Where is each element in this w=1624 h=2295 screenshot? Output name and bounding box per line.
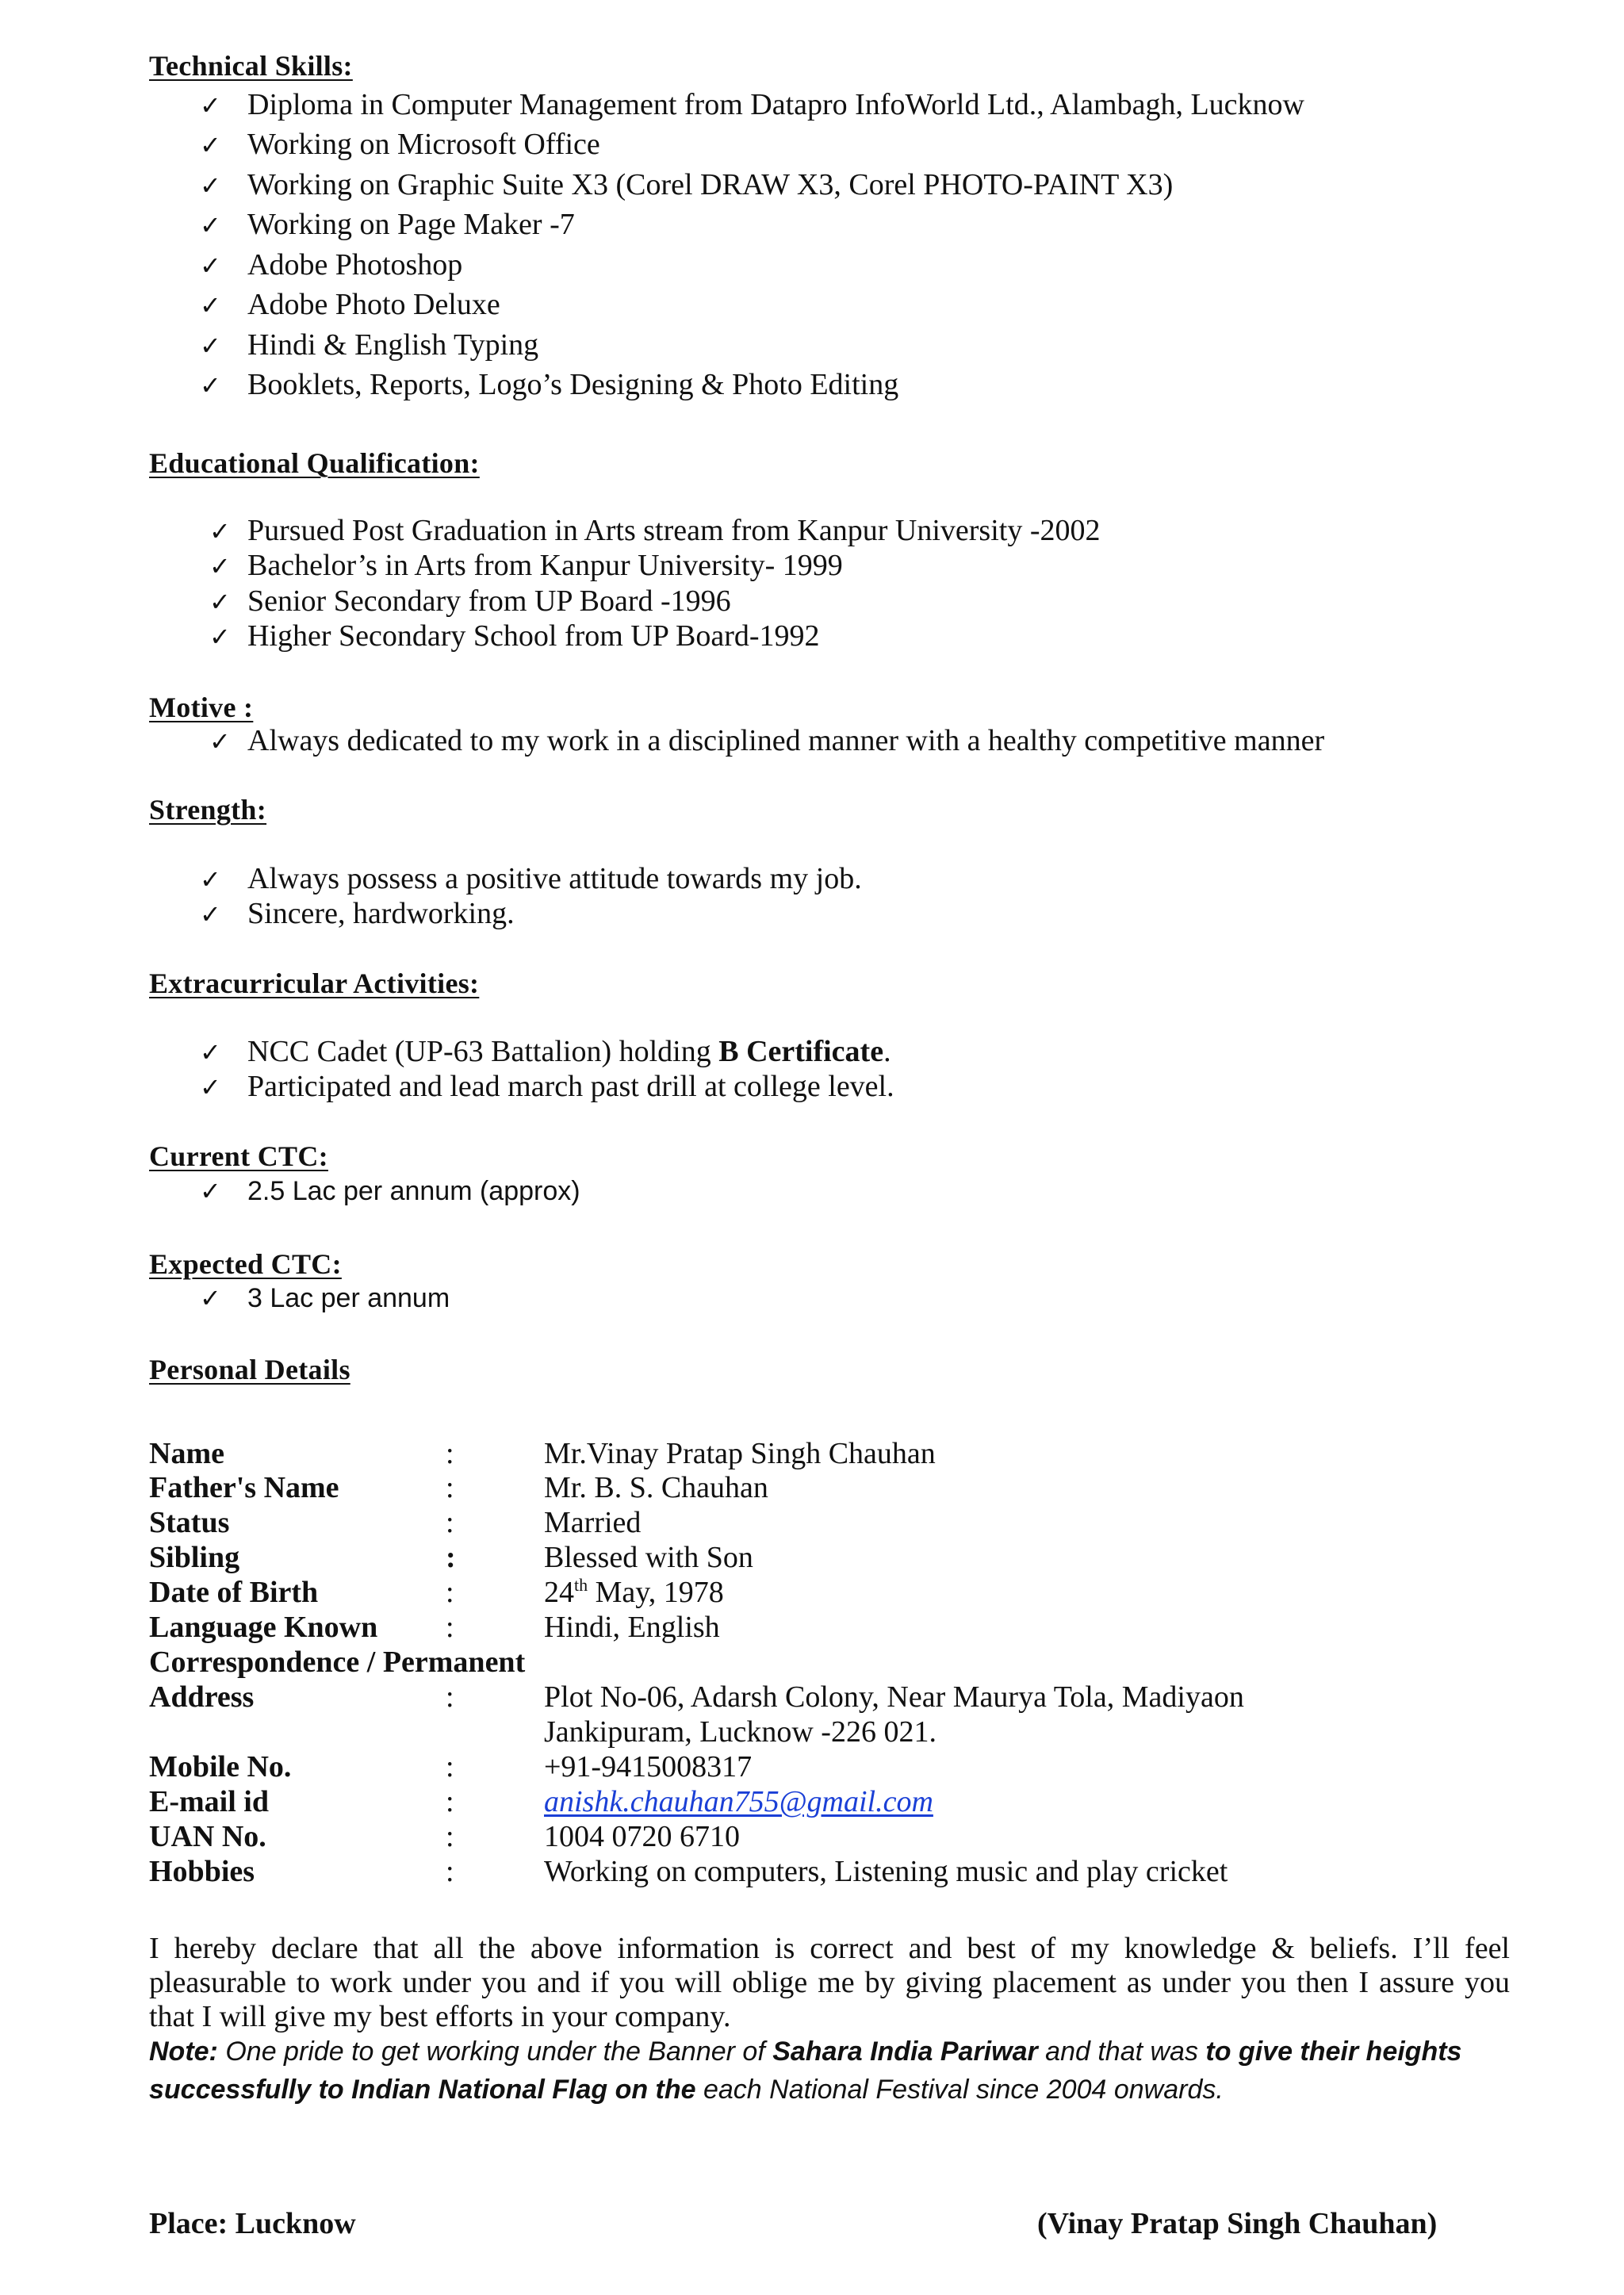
personal-details-heading: Personal Details (149, 1354, 350, 1385)
check-mark-icon: ✓ (200, 251, 221, 281)
check-mark-icon: ✓ (200, 899, 221, 929)
list-item: ✓ Sincere, hardworking. (200, 897, 515, 930)
name-value: Mr.Vinay Pratap Singh Chauhan (544, 1437, 936, 1470)
colon: : (446, 1855, 454, 1888)
address-value-line1: Plot No-06, Adarsh Colony, Near Maurya Tola, Madiyaon (544, 1680, 1244, 1714)
email-label: E-mail id (149, 1785, 269, 1818)
check-mark-icon: ✓ (200, 210, 221, 240)
list-item: ✓ Working on Page Maker -7 (200, 208, 575, 241)
list-item: ✓ Senior Secondary from UP Board -1996 (209, 584, 731, 618)
expected-ctc-heading: Expected CTC: (149, 1248, 342, 1280)
status-label: Status (149, 1506, 230, 1539)
sibling-value: Blessed with Son (544, 1541, 753, 1574)
check-mark-icon: ✓ (200, 1037, 221, 1067)
technical-skills-heading: Technical Skills: (149, 50, 353, 82)
note-paragraph: Note: One pride to get working under the Banner of Sahara India Pariwar and that was to give their heights successfully to Indian National Flag on the each National Festival since 2004 onwards. (149, 2036, 1462, 2105)
address-value-line2: Jankipuram, Lucknow -226 021. (544, 1715, 936, 1749)
list-item: ✓ Bachelor’s in Arts from Kanpur University- 1999 (209, 549, 843, 582)
dob-value: 24th May, 1978 (544, 1575, 724, 1609)
check-mark-icon: ✓ (200, 90, 221, 121)
declaration-line-2: pleasurable to work under you and if you will oblige me by giving placement as under you then I assure you (149, 1966, 1510, 1999)
education-heading: Educational Qualification: (149, 447, 480, 479)
list-item: ✓ Pursued Post Graduation in Arts stream from Kanpur University -2002 (209, 514, 1101, 547)
list-item: ✓ 3 Lac per annum (200, 1283, 450, 1313)
list-item: ✓ Adobe Photo Deluxe (200, 288, 500, 321)
list-item: ✓ NCC Cadet (UP-63 Battalion) holding B Certificate. (200, 1035, 891, 1068)
uan-value: 1004 0720 6710 (544, 1820, 740, 1853)
check-mark-icon: ✓ (209, 551, 231, 581)
check-mark-icon: ✓ (200, 331, 221, 361)
sibling-label: Sibling (149, 1541, 240, 1574)
uan-label: UAN No. (149, 1820, 266, 1853)
list-item: ✓ Working on Microsoft Office (200, 128, 600, 161)
motive-heading: Motive : (149, 692, 254, 723)
list-item: ✓ Hindi & English Typing (200, 328, 539, 362)
colon: : (446, 1750, 454, 1784)
list-item: ✓ Diploma in Computer Management from Datapro InfoWorld Ltd., Alambagh, Lucknow (200, 88, 1304, 121)
colon: : (446, 1785, 454, 1818)
list-item: ✓ Higher Secondary School from UP Board-1992 (209, 619, 820, 653)
fathers-name-label: Father's Name (149, 1471, 339, 1504)
current-ctc-heading: Current CTC: (149, 1140, 328, 1172)
colon: : (446, 1506, 454, 1539)
status-value: Married (544, 1506, 642, 1539)
list-item: ✓ Adobe Photoshop (200, 248, 463, 282)
colon: : (446, 1437, 454, 1470)
list-item: ✓ Participated and lead march past drill at college level. (200, 1070, 894, 1103)
colon: : (446, 1576, 454, 1609)
check-mark-icon: ✓ (200, 130, 221, 160)
name-label: Name (149, 1437, 224, 1470)
dob-label: Date of Birth (149, 1576, 319, 1609)
colon: : (446, 1820, 454, 1853)
colon: : (446, 1471, 454, 1504)
strength-heading: Strength: (149, 794, 267, 826)
check-mark-icon: ✓ (200, 290, 221, 320)
hobbies-label: Hobbies (149, 1855, 255, 1888)
check-mark-icon: ✓ (200, 1283, 221, 1313)
list-item: ✓ Booklets, Reports, Logo’s Designing & Photo Editing (200, 368, 899, 401)
language-label: Language Known (149, 1611, 378, 1644)
check-mark-icon: ✓ (209, 726, 231, 757)
extracurricular-heading: Extracurricular Activities: (149, 967, 480, 999)
address-label: Address (149, 1680, 255, 1714)
check-mark-icon: ✓ (200, 170, 221, 201)
correspondence-label: Correspondence / Permanent (149, 1646, 526, 1679)
fathers-name-value: Mr. B. S. Chauhan (544, 1471, 768, 1504)
list-item: ✓ Working on Graphic Suite X3 (Corel DRAW X3, Corel PHOTO-PAINT X3) (200, 168, 1174, 201)
mobile-label: Mobile No. (149, 1750, 292, 1784)
list-item: ✓ Always dedicated to my work in a disciplined manner with a healthy competitive manner (209, 724, 1325, 757)
check-mark-icon: ✓ (200, 370, 221, 400)
place: Place: Lucknow (149, 2207, 356, 2240)
check-mark-icon: ✓ (200, 864, 221, 895)
colon: : (446, 1541, 456, 1574)
colon: : (446, 1611, 454, 1644)
hobbies-value: Working on computers, Listening music and play cricket (544, 1855, 1228, 1888)
check-mark-icon: ✓ (209, 622, 231, 652)
mobile-value: +91-9415008317 (544, 1750, 753, 1784)
list-item: ✓ 2.5 Lac per annum (approx) (200, 1176, 580, 1206)
declaration-line-3: that I will give my best efforts in your company. (149, 2000, 731, 2033)
signature-name: (Vinay Pratap Singh Chauhan) (1037, 2207, 1438, 2240)
list-item: ✓ Always possess a positive attitude towards my job. (200, 862, 862, 895)
check-mark-icon: ✓ (209, 587, 231, 617)
language-value: Hindi, English (544, 1611, 720, 1644)
check-mark-icon: ✓ (200, 1072, 221, 1102)
check-mark-icon: ✓ (200, 1176, 221, 1206)
check-mark-icon: ✓ (209, 516, 231, 546)
email-link[interactable]: anishk.chauhan755@gmail.com (544, 1785, 933, 1818)
declaration-line-1: I hereby declare that all the above information is correct and best of my knowledge & beliefs. I’ll feel (149, 1932, 1510, 1965)
colon: : (446, 1680, 454, 1714)
